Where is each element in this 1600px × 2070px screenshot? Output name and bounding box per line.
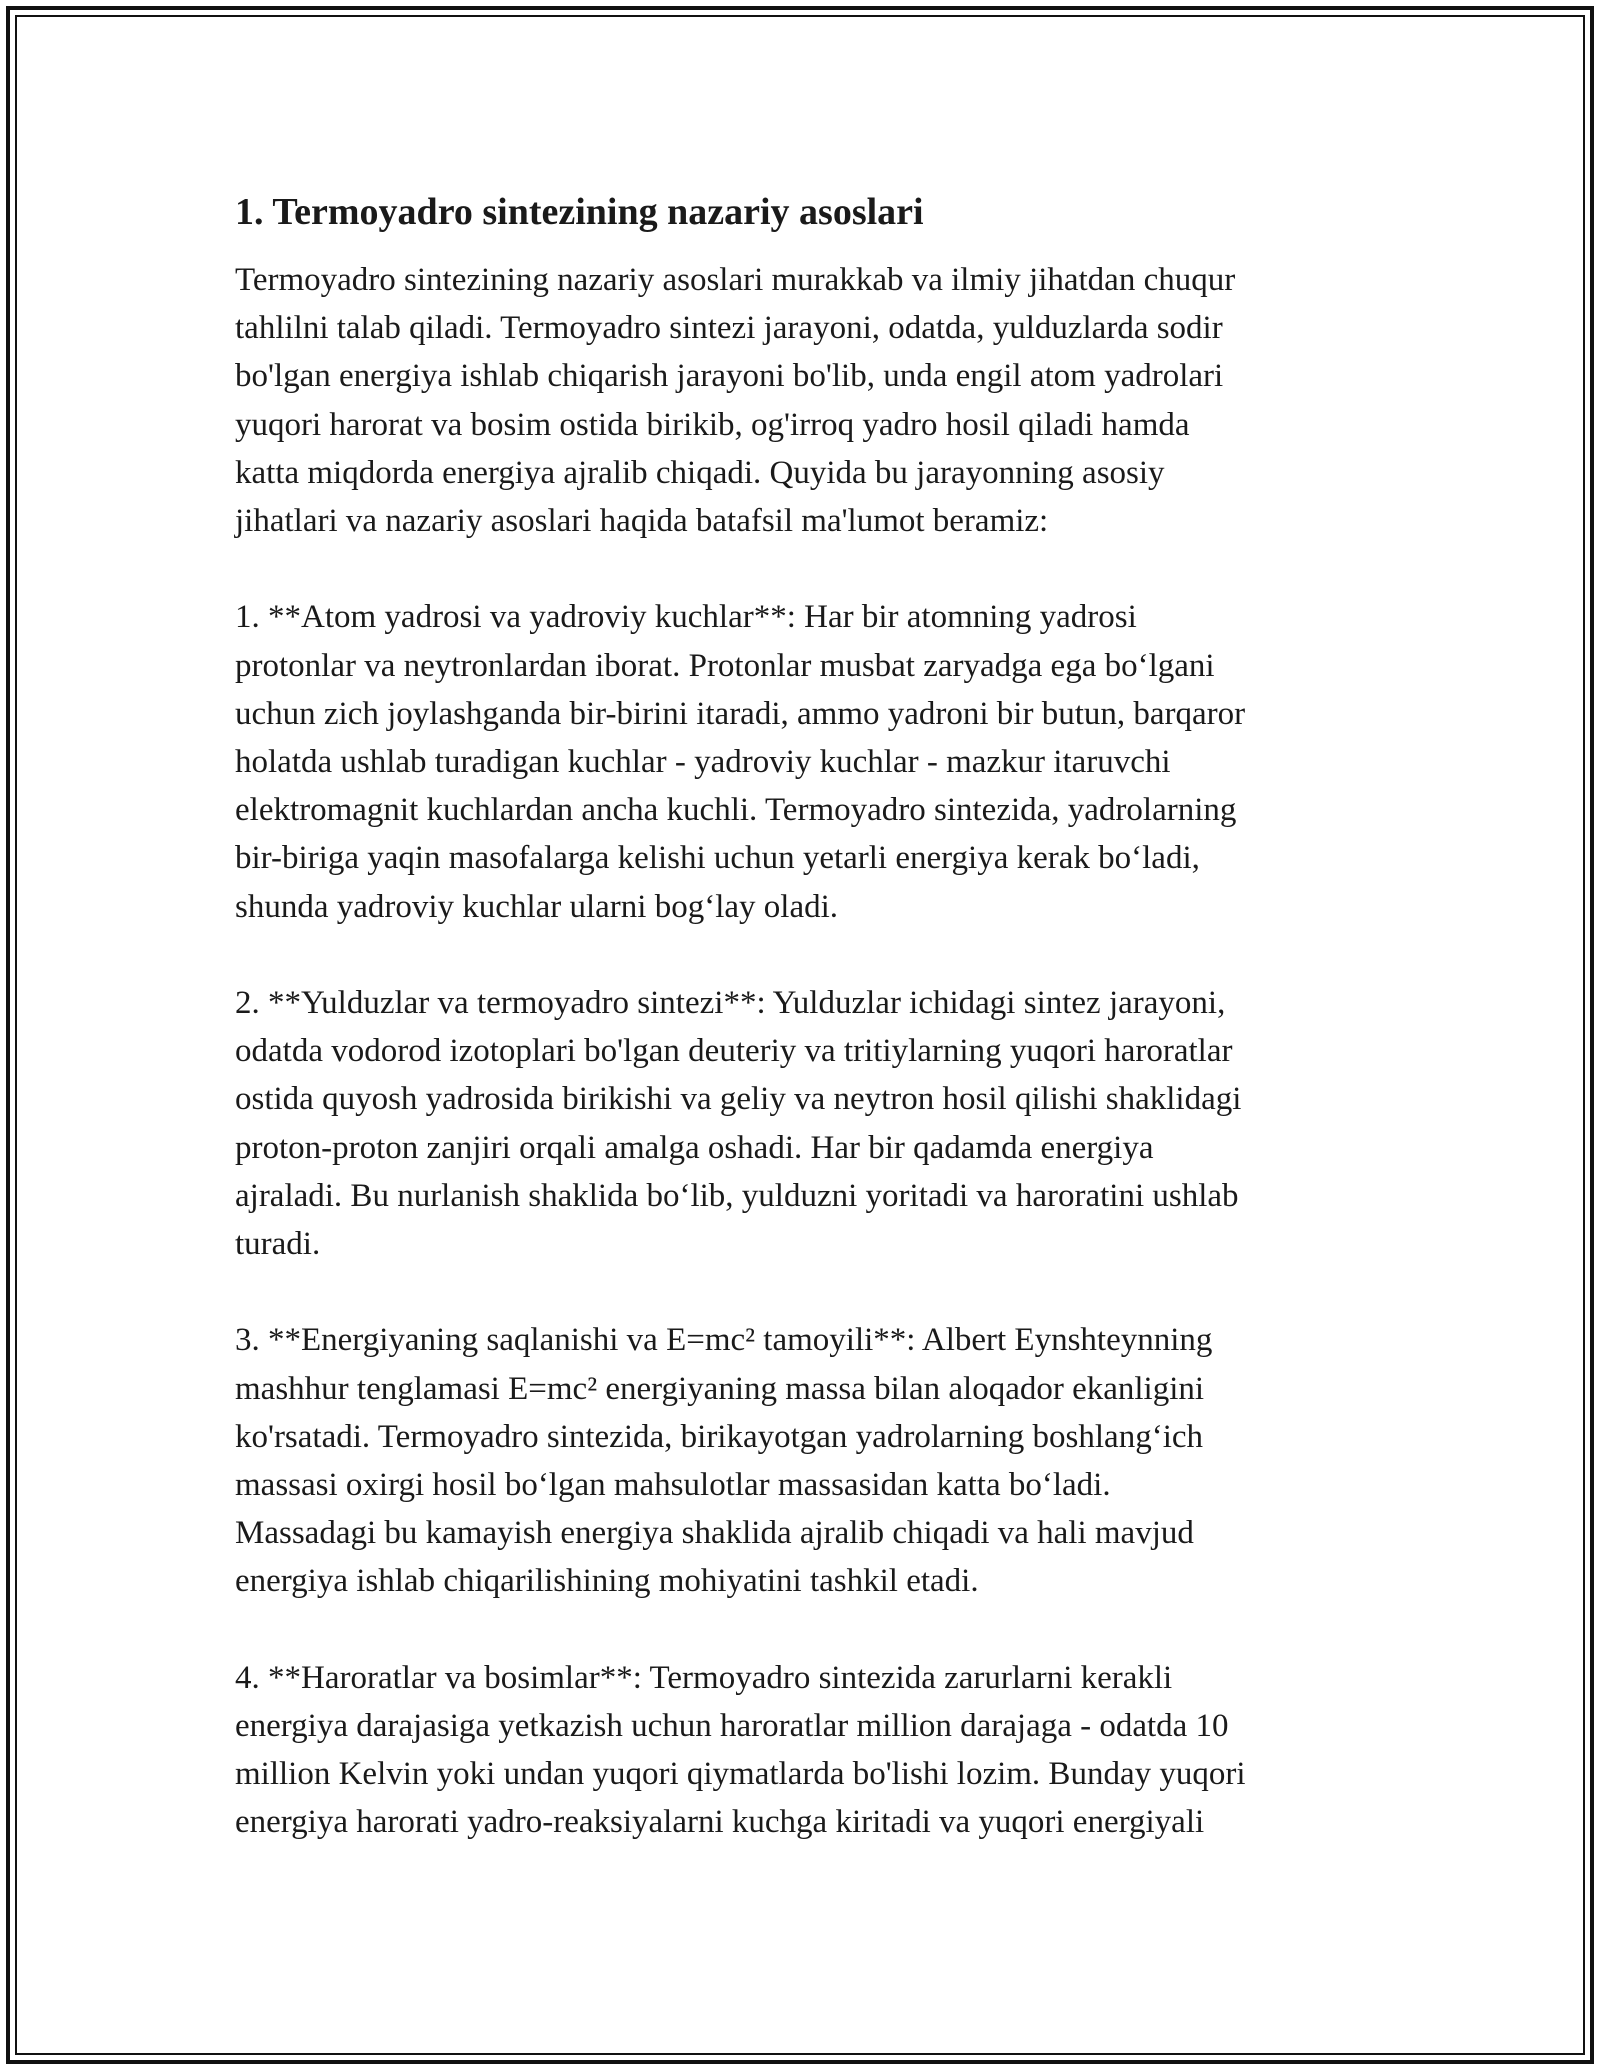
list-item-paragraph-2 [235,979,1370,1268]
text-line: million Kelvin yoki undan yuqori qiymatlarda bo'lishi lozim. Bunday yuqori [235,1756,1246,1793]
text-line: 3. **Energiyaning saqlanishi va E=mc² tamoyili**: Albert Eynshteynning [235,1322,1213,1359]
text-line: 4. **Haroratlar va bosimlar**: Termoyadro sintezida zarurlarni kerakli [235,1659,1173,1696]
text-line: energiya ishlab chiqarilishining mohiyatini tashkil etadi. [235,1563,979,1600]
text-line: energiya harorati yadro-reaksiyalarni kuchga kiritadi va yuqori energiyali [235,1804,1205,1841]
list-item-paragraph-1 [235,593,1370,930]
text-line: uchun zich joylashganda bir-birini itaradi, ammo yadroni bir butun, barqaror [235,695,1246,732]
document-body [235,186,1370,1895]
text-line: energiya darajasiga yetkazish uchun haroratlar million darajaga - odatda 10 [235,1708,1229,1745]
section-heading: 1. Termoyadro sintezining nazariy asoslari [235,191,924,233]
text-line: massasi oxirgi hosil bo‘lgan mahsulotlar massasidan katta bo‘ladi. [235,1467,1111,1504]
text-line: mashhur tenglamasi E=mc² energiyaning massa bilan aloqador ekanligini [235,1370,1205,1407]
list-item-paragraph-3 [235,1316,1370,1605]
text-line: jihatlari va nazariy asoslari haqida batafsil ma'lumot beramiz: [235,503,1049,540]
text-line: ajraladi. Bu nurlanish shaklida bo‘lib, yulduzni yoritadi va haroratini ushlab [235,1177,1239,1214]
text-line: shunda yadroviy kuchlar ularni bog‘lay oladi. [235,888,839,925]
text-line: Termoyadro sintezining nazariy asoslari murakkab va ilmiy jihatdan chuqur [235,262,1236,298]
text-line: 1. **Atom yadrosi va yadroviy kuchlar**: Har bir atomning yadrosi [235,599,1137,636]
list-item-paragraph-4 [235,1654,1370,1847]
text-line: odatda vodorod izotoplari bo'lgan deuteriy va tritiylarning yuqori haroratlar [235,1033,1233,1070]
text-line: ostida quyosh yadrosida birikishi va geliy va neytron hosil qilishi shaklidagi [235,1081,1242,1118]
text-line: bo'lgan energiya ishlab chiqarish jarayoni bo'lib, unda engil atom yadrolari [235,358,1224,395]
intro-paragraph [235,256,1370,545]
text-line: bir-biriga yaqin masofalarga kelishi uchun yetarli energiya kerak bo‘ladi, [235,840,1200,877]
text-line: elektromagnit kuchlardan ancha kuchli. Termoyadro sintezida, yadrolarning [235,792,1237,829]
text-line: holatda ushlab turadigan kuchlar - yadroviy kuchlar - mazkur itaruvchi [235,744,1171,781]
text-line: tahlilni talab qiladi. Termoyadro sintezi jarayoni, odatda, yulduzlarda sodir [235,310,1223,347]
text-line: 2. **Yulduzlar va termoyadro sintezi**: Yulduzlar ichidagi sintez jarayoni, [235,985,1226,1022]
text-line: katta miqdorda energiya ajralib chiqadi. Quyida bu jarayonning asosiy [235,454,1165,491]
text-line: protonlar va neytronlardan iborat. Protonlar musbat zaryadga ega bo‘lgani [235,647,1215,684]
text-line: turadi. [235,1226,321,1263]
text-line: yuqori harorat va bosim ostida birikib, og'irroq yadro hosil qiladi hamda [235,406,1190,443]
text-line: proton-proton zanjiri orqali amalga oshadi. Har bir qadamda energiya [235,1129,1154,1166]
text-line: ko'rsatadi. Termoyadro sintezida, birikayotgan yadrolarning boshlang‘ich [235,1418,1204,1455]
text-line: Massadagi bu kamayish energiya shaklida ajralib chiqadi va hali mavjud [235,1515,1194,1552]
